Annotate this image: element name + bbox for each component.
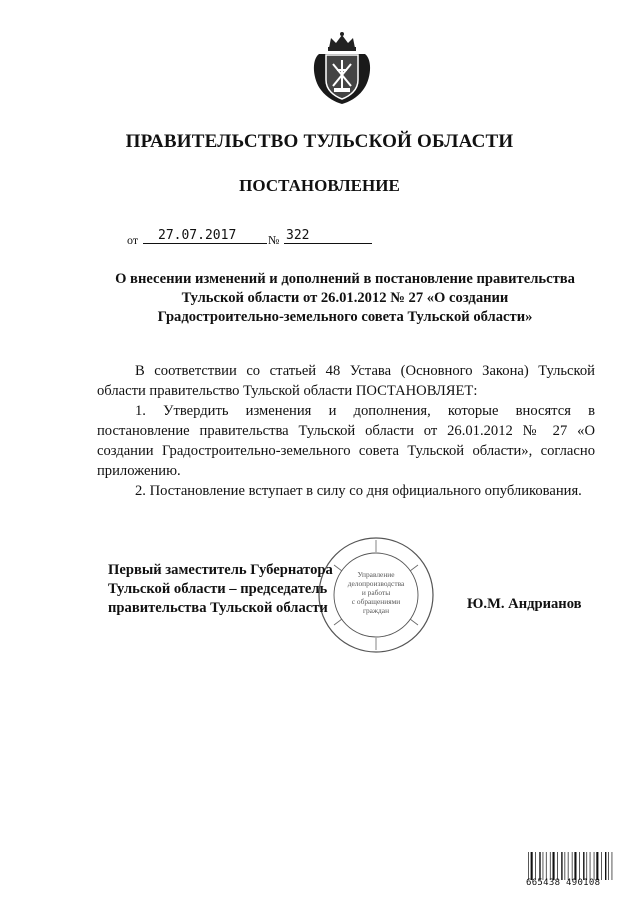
date-underline bbox=[143, 243, 267, 244]
number-underline bbox=[284, 243, 372, 244]
item-1-paragraph: 1. Утвердить изменения и дополнения, которые вносятся в постановление правительства Тульской области от 26.01.2012 № 27 «О создании Градостроительно-земельного совета Тульской области», согласно приложению. bbox=[97, 403, 595, 479]
signatory-position-line: правительства Тульской области bbox=[108, 600, 328, 616]
signatory-position-line: Первый заместитель Губернатора bbox=[108, 562, 333, 578]
seal-text-line: с обращениями bbox=[351, 597, 401, 606]
organization-title: ПРАВИТЕЛЬСТВО ТУЛЬСКОЙ ОБЛАСТИ bbox=[125, 131, 514, 152]
coat-of-arms-icon bbox=[309, 30, 375, 106]
document-type-title: ПОСТАНОВЛЕНИЕ bbox=[239, 176, 400, 195]
item-2-paragraph: 2. Постановление вступает в силу со дня официального опубликования. bbox=[135, 483, 582, 499]
number-label: № bbox=[268, 233, 280, 247]
seal-text-line: делопроизводства bbox=[347, 579, 405, 588]
subject-line: Тульской области от 26.01.2012 № 27 «О создании bbox=[181, 290, 509, 306]
preamble-paragraph: В соответствии со статьей 48 Устава (Основного Закона) Тульской области правительство Тульской области ПОСТАНОВЛЯЕТ: bbox=[97, 363, 595, 399]
document-body bbox=[97, 361, 595, 501]
seal-text-line: граждан bbox=[362, 606, 390, 615]
date-label: от bbox=[127, 233, 139, 247]
number-value: 322 bbox=[286, 228, 310, 243]
signatory-name: Ю.М. Андрианов bbox=[467, 596, 582, 612]
signatory-position bbox=[108, 561, 333, 618]
subject-line: Градостроительно-земельного совета Тульской области» bbox=[157, 309, 533, 325]
date-value: 27.07.2017 bbox=[158, 228, 237, 243]
round-stamp-icon bbox=[316, 535, 436, 655]
barcode-number: 665438 490108 bbox=[526, 878, 601, 888]
document-subject bbox=[100, 270, 590, 327]
barcode-icon bbox=[527, 852, 623, 880]
seal-text-line: Управление bbox=[357, 570, 395, 579]
seal-text-line: и работы bbox=[361, 588, 391, 597]
subject-line: О внесении изменений и дополнений в постановление правительства bbox=[115, 271, 575, 287]
signatory-position-line: Тульской области – председатель bbox=[108, 581, 328, 597]
